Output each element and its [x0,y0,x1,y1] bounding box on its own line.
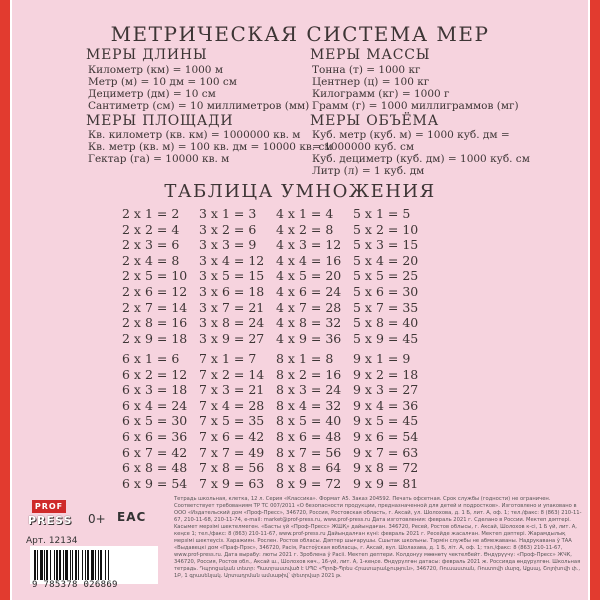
barcode [30,546,158,584]
multiplication-fact: 2 х 3 = 6 [122,237,180,253]
notebook-cover [12,0,588,600]
multiplication-fact: 8 х 7 = 56 [276,444,342,460]
mass-line: Килограмм (кг) = 1000 г [312,88,450,100]
area-heading: МЕРЫ ПЛОЩАДИ [86,113,234,129]
multiplication-fact: 9 х 7 = 63 [353,444,419,460]
volume-line: Куб. дециметр (куб. дм) = 1000 куб. см [312,153,530,165]
multiplication-fact: 3 х 8 = 24 [199,315,265,331]
mass-line: Центнер (ц) = 100 кг [312,76,430,88]
multiplication-fact: 4 х 6 = 24 [276,284,342,299]
multiplication-fact: 2 х 1 = 2 [122,206,180,221]
multiplication-fact: 8 х 3 = 24 [276,382,342,398]
multiplication-fact: 9 х 3 = 27 [353,382,419,398]
multiplication-fact: 8 х 8 = 64 [276,460,342,476]
length-line: Сантиметр (см) = 10 миллиметров (мм) [88,100,310,112]
multiplication-title: ТАБЛИЦА УМНОЖЕНИЯ [164,181,436,202]
multiplication-fact: 2 х 8 = 16 [122,315,188,331]
length-line: Километр (км) = 1000 м [88,64,223,76]
multiplication-fact: 4 х 4 = 16 [276,252,342,268]
barcode-number: 9 785378 026869 [32,580,118,590]
multiplication-fact: 7 х 5 = 35 [199,413,265,429]
multiplication-fact: 5 х 6 = 30 [353,284,419,299]
multiplication-fact: 9 х 9 = 81 [353,475,419,491]
multiplication-fact: 8 х 1 = 8 [276,351,334,366]
multiplication-fact: 3 х 5 = 15 [199,268,265,284]
multiplication-fact: 7 х 9 = 63 [199,475,265,491]
area-line: Кв. километр (кв. км) = 1000000 кв. м [88,129,301,141]
multiplication-fact: 5 х 8 = 40 [353,315,419,331]
multiplication-fact: 4 х 1 = 4 [276,206,334,221]
multiplication-fact: 4 х 2 = 8 [276,221,334,237]
multiplication-fact: 7 х 4 = 28 [199,397,265,413]
multiplication-fact: 3 х 7 = 21 [199,299,265,315]
multiplication-fact: 6 х 9 = 54 [122,475,188,491]
multiplication-fact: 7 х 3 = 21 [199,382,265,398]
length-heading: МЕРЫ ДЛИНЫ [86,47,208,63]
multiplication-fact: 3 х 6 = 18 [199,284,265,299]
multiplication-fact: 8 х 2 = 16 [276,366,342,382]
multiplication-fact: 9 х 1 = 9 [353,351,411,366]
eac-mark: ЕАС [117,510,147,524]
multiplication-fact: 6 х 2 = 12 [122,366,188,382]
multiplication-fact: 4 х 7 = 28 [276,299,342,315]
multiplication-fact: 5 х 2 = 10 [353,221,419,237]
multiplication-fact: 2 х 2 = 4 [122,221,180,237]
multiplication-fact: 5 х 3 = 15 [353,237,419,253]
multiplication-fact: 5 х 9 = 45 [353,330,419,346]
multiplication-fact: 7 х 6 = 42 [199,429,265,444]
left-red-border [0,0,10,600]
mass-line: Грамм (г) = 1000 миллиграммов (мг) [312,100,519,112]
multiplication-fact: 2 х 6 = 12 [122,284,188,299]
multiplication-fact: 2 х 4 = 8 [122,252,180,268]
multiplication-fact: 8 х 9 = 72 [276,475,342,491]
multiplication-fact: 3 х 1 = 3 [199,206,257,221]
multiplication-fact: 2 х 9 = 18 [122,330,188,346]
multiplication-fact: 4 х 9 = 36 [276,330,342,346]
length-line: Метр (м) = 10 дм = 100 см [88,76,237,88]
multiplication-fact: 9 х 2 = 18 [353,366,419,382]
area-line: Кв. метр (кв. м) = 100 кв. дм = 10000 кв. см [88,141,333,153]
multiplication-fact: 9 х 5 = 45 [353,413,419,429]
article-number: Арт. 12134 [26,536,78,546]
area-line: Гектар (га) = 10000 кв. м [88,153,230,165]
multiplication-fact: 7 х 7 = 49 [199,444,265,460]
length-line: Дециметр (дм) = 10 см [88,88,216,100]
multiplication-fact: 3 х 4 = 12 [199,252,265,268]
mass-heading: МЕРЫ МАССЫ [310,47,431,63]
multiplication-fact: 6 х 5 = 30 [122,413,188,429]
mass-line: Тонна (т) = 1000 кг [312,64,421,76]
multiplication-fact: 6 х 6 = 36 [122,429,188,444]
multiplication-fact: 7 х 2 = 14 [199,366,265,382]
footer [12,494,588,600]
multiplication-fact: 3 х 3 = 9 [199,237,257,253]
multiplication-fact: 5 х 5 = 25 [353,268,419,284]
right-red-border [590,0,600,600]
multiplication-fact: 8 х 5 = 40 [276,413,342,429]
metric-title: МЕТРИЧЕСКАЯ СИСТЕМА МЕР [110,22,490,46]
multiplication-fact: 4 х 3 = 12 [276,237,342,253]
publisher-logo [26,500,72,534]
multiplication-fact: 9 х 6 = 54 [353,429,419,444]
age-rating: 0+ [88,512,106,526]
multiplication-fact: 6 х 8 = 48 [122,460,188,476]
multiplication-fact: 4 х 8 = 32 [276,315,342,331]
multiplication-fact: 2 х 5 = 10 [122,268,188,284]
volume-line: Куб. метр (куб. м) = 1000 куб. дм = [312,129,510,141]
multiplication-fact: 8 х 6 = 48 [276,429,342,444]
multiplication-fact: 6 х 1 = 6 [122,351,180,366]
publisher-mark: PROF [32,500,66,513]
volume-line: Литр (л) = 1 куб. дм [312,165,425,177]
volume-line: = 1000000 куб. см [312,141,415,153]
multiplication-fact: 8 х 4 = 32 [276,397,342,413]
fine-print: Тетрадь школьная, клетка, 12 л. Серия «Классика». Формат А5. Заказ 204592. Печать офсетная. Срок службы (годности) не ограничен. Соответствует требованиям ТР ТС 007/2011 «О безопасности продукции, предназначенной для детей и подростков». Изготовлено и упаковано в ООО «Издательский дом «Проф-Пресс», 346720, Россия, Ростовская область, г. Аксай, ул. Шолохова, д. 1 Б, лит. А, оф. 1; тел./факс: 8 (863) 210-11-67, 210-11-68, 210-11-74, e-mail: market@prof-press.ru, www.prof-press.ru Дата изготовления: февраль 2021 г. Сделано в России. Мектеп дәптері. Kacымет мерзімі шектелмеген. «Басты үй «Проф-Пресс» ЖШҚ» дайындаған. 346720, Ресей, Ростов облысы, г. Аксай, Шолохов к-сі, 1 Б үй, лит. А, кеңсе 1; тел./факс: 8 (863) 210-11-67, www.prof-press.ru Дайындалған күні: февраль 2021 г. Ресейде жасалған. Мектеп дәптері. Жарамдылық мерзімі шектеусіз. Харажиян. Рослен. Ростов обласы. Дәптер шығарушы. Сшытак школьны. Тэрмін службы не абмежаваны. Надрукавана ў ТАА «Выдавецкі дом «Праф-Прэс», 346720, Расія, Растоўская вобласць, г. Аксай, вул. Шолахава, д. 1 Б, літ. А, оф. 1; тэл./факс: 8 (863) 210-11-67, www.prof-press.ru. Дата вырабу: люты 2021 г. Зроблена ў Расіі. Мектеп дептери. Колдонуу мөөнөтү чектелбейт. Өндүрүүчү: «Проф-Пресс» ЖЧК, 346720, Россия, Ростов обл., Аксай ш., Шолохов көч., 16-үй, лит. А, 1-кеңсе. Өндүрүлгөн датасы: февраль 2021 ж. Россияда өндүрүлгөн. Школьная тетрадь. Դպրոցական տետր: Պատրաստված է ՍՊԸ «Պրոֆ-Պրես Հրատարակչություն», 346720, Ռուսաստան, Ռոստովի մարզ, Աքսայ, Շոլոխովի փ., 1Բ, 1 գրասենյակ. Արտադրման ամսաթիվ՝ փետրվար 2021 թ. [174,496,582,579]
multiplication-fact: 9 х 4 = 36 [353,397,419,413]
multiplication-fact: 7 х 8 = 56 [199,460,265,476]
multiplication-fact: 3 х 9 = 27 [199,330,265,346]
volume-heading: МЕРЫ ОБЪЁМА [310,113,440,129]
multiplication-fact: 6 х 7 = 42 [122,444,188,460]
publisher-name: PRESS [28,514,73,527]
multiplication-fact: 5 х 7 = 35 [353,299,419,315]
multiplication-fact: 2 х 7 = 14 [122,299,188,315]
multiplication-fact: 4 х 5 = 20 [276,268,342,284]
multiplication-fact: 9 х 8 = 72 [353,460,419,476]
multiplication-fact: 6 х 3 = 18 [122,382,188,398]
multiplication-fact: 5 х 4 = 20 [353,252,419,268]
multiplication-fact: 7 х 1 = 7 [199,351,257,366]
multiplication-fact: 3 х 2 = 6 [199,221,257,237]
multiplication-fact: 5 х 1 = 5 [353,206,411,221]
multiplication-fact: 6 х 4 = 24 [122,397,188,413]
